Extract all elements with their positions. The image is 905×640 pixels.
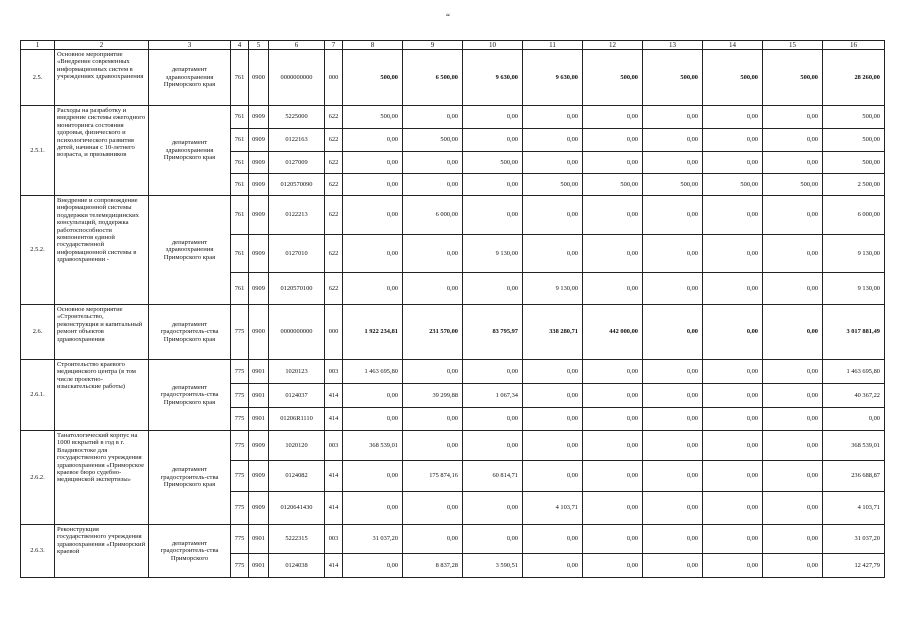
table-row: [21, 196, 885, 235]
amount-cell: 0,00: [403, 174, 463, 196]
amount-cell: 0,00: [763, 554, 823, 578]
amount-cell: 0,00: [763, 360, 823, 384]
amount-cell: 8 837,28: [403, 554, 463, 578]
total-cell: 4 103,71: [823, 492, 885, 525]
budget-code-c5: 0901: [249, 384, 269, 408]
budget-code-c6: 1020123: [269, 360, 325, 384]
amount-cell: 0,00: [583, 273, 643, 305]
total-cell: 6 000,00: [823, 196, 885, 235]
amount-cell: 0,00: [403, 106, 463, 129]
amount-cell: 6 500,00: [403, 50, 463, 106]
responsible-department: департамент градостроитель-ства Приморского края: [149, 305, 231, 360]
amount-cell: 0,00: [463, 492, 523, 525]
budget-code-c4: 761: [231, 235, 249, 273]
budget-code-c6: 5225000: [269, 106, 325, 129]
amount-cell: 500,00: [343, 106, 403, 129]
item-description: [55, 525, 149, 578]
amount-cell: 0,00: [643, 129, 703, 152]
table-row: [21, 525, 885, 554]
budget-code-c5: 0909: [249, 129, 269, 152]
total-cell: 368 539,01: [823, 431, 885, 461]
amount-cell: 0,00: [643, 461, 703, 492]
budget-code-c4: 775: [231, 525, 249, 554]
column-number-header: 10: [463, 41, 523, 50]
total-cell: 28 260,00: [823, 50, 885, 106]
total-cell: 9 130,00: [823, 273, 885, 305]
budget-table: [20, 40, 885, 578]
amount-cell: 0,00: [703, 152, 763, 174]
budget-code-c4: 761: [231, 106, 249, 129]
item-number: 2.5.2.: [21, 196, 55, 305]
amount-cell: 500,00: [523, 174, 583, 196]
budget-code-c7: 000: [325, 50, 343, 106]
budget-code-c6: 0120570100: [269, 273, 325, 305]
column-number-header: 11: [523, 41, 583, 50]
amount-cell: 9 130,00: [523, 273, 583, 305]
table-row: [21, 106, 885, 129]
budget-code-c4: 761: [231, 174, 249, 196]
budget-code-c5: 0909: [249, 461, 269, 492]
budget-code-c7: 622: [325, 235, 343, 273]
table-row: [21, 360, 885, 384]
amount-cell: 0,00: [463, 525, 523, 554]
budget-code-c4: 775: [231, 461, 249, 492]
column-number-header: 13: [643, 41, 703, 50]
budget-code-c4: 761: [231, 50, 249, 106]
budget-code-c5: 0901: [249, 525, 269, 554]
amount-cell: 0,00: [523, 384, 583, 408]
budget-code-c7: 622: [325, 273, 343, 305]
amount-cell: 0,00: [583, 431, 643, 461]
amount-cell: 500,00: [403, 129, 463, 152]
amount-cell: 0,00: [703, 235, 763, 273]
responsible-department: департамент градостроитель-ства Приморского края: [149, 360, 231, 431]
amount-cell: 0,00: [703, 554, 763, 578]
amount-cell: 0,00: [463, 106, 523, 129]
amount-cell: 0,00: [643, 525, 703, 554]
budget-code-c4: 761: [231, 196, 249, 235]
budget-code-c7: 414: [325, 492, 343, 525]
budget-code-c4: 775: [231, 305, 249, 360]
amount-cell: 0,00: [343, 554, 403, 578]
budget-code-c7: 622: [325, 196, 343, 235]
amount-cell: 0,00: [583, 461, 643, 492]
column-number-header: 14: [703, 41, 763, 50]
amount-cell: 500,00: [343, 50, 403, 106]
amount-cell: 0,00: [763, 461, 823, 492]
amount-cell: 0,00: [703, 431, 763, 461]
item-number: 2.5.: [21, 50, 55, 106]
total-cell: 12 427,79: [823, 554, 885, 578]
budget-code-c6: 1020120: [269, 431, 325, 461]
amount-cell: 500,00: [763, 50, 823, 106]
amount-cell: 500,00: [703, 174, 763, 196]
table-row: [21, 50, 885, 106]
amount-cell: 0,00: [403, 431, 463, 461]
budget-code-c6: 0122163: [269, 129, 325, 152]
amount-cell: 31 037,20: [343, 525, 403, 554]
budget-code-c6: 0000000000: [269, 50, 325, 106]
amount-cell: 9 630,00: [523, 50, 583, 106]
amount-cell: 442 000,00: [583, 305, 643, 360]
amount-cell: 0,00: [583, 492, 643, 525]
budget-code-c6: 0122213: [269, 196, 325, 235]
column-number-header: 12: [583, 41, 643, 50]
amount-cell: 0,00: [523, 408, 583, 431]
item-number: 2.6.2.: [21, 431, 55, 525]
amount-cell: 0,00: [343, 492, 403, 525]
amount-cell: 0,00: [583, 196, 643, 235]
amount-cell: 0,00: [523, 461, 583, 492]
budget-code-c5: 0901: [249, 360, 269, 384]
amount-cell: 231 570,00: [403, 305, 463, 360]
total-cell: 31 037,20: [823, 525, 885, 554]
amount-cell: 39 299,88: [403, 384, 463, 408]
column-number-header: 15: [763, 41, 823, 50]
amount-cell: 0,00: [703, 384, 763, 408]
amount-cell: 0,00: [403, 525, 463, 554]
item-number: 2.6.3.: [21, 525, 55, 578]
item-description-text: Строительство краевого медицинского центра (в том числе проектно-изыскательские работы): [57, 361, 136, 391]
item-number: 2.5.1.: [21, 106, 55, 196]
total-cell: 9 130,00: [823, 235, 885, 273]
amount-cell: 0,00: [643, 106, 703, 129]
column-number-header: 2: [55, 41, 149, 50]
amount-cell: 0,00: [403, 235, 463, 273]
budget-code-c6: 01206R1110: [269, 408, 325, 431]
amount-cell: 0,00: [643, 235, 703, 273]
amount-cell: 0,00: [763, 305, 823, 360]
amount-cell: 0,00: [643, 273, 703, 305]
budget-code-c5: 0901: [249, 554, 269, 578]
amount-cell: 4 103,71: [523, 492, 583, 525]
amount-cell: 500,00: [643, 174, 703, 196]
amount-cell: 0,00: [763, 129, 823, 152]
table-row: [21, 305, 885, 360]
amount-cell: 0,00: [643, 152, 703, 174]
column-number-header: 9: [403, 41, 463, 50]
amount-cell: 0,00: [343, 152, 403, 174]
item-description-text: Основное мероприятие «Внедрение современных информационных систем в учреждениях здравоохранения: [57, 51, 144, 81]
budget-code-c7: 622: [325, 106, 343, 129]
responsible-department: департамент градостроитель-ства Приморского края: [149, 431, 231, 525]
amount-cell: 60 814,71: [463, 461, 523, 492]
amount-cell: 0,00: [523, 431, 583, 461]
budget-code-c7: 414: [325, 384, 343, 408]
table-body: [21, 41, 885, 578]
item-description: [55, 305, 149, 360]
amount-cell: 1 067,34: [463, 384, 523, 408]
amount-cell: 0,00: [583, 384, 643, 408]
amount-cell: 0,00: [583, 152, 643, 174]
amount-cell: 0,00: [523, 129, 583, 152]
budget-code-c4: 775: [231, 408, 249, 431]
amount-cell: 0,00: [643, 305, 703, 360]
amount-cell: 500,00: [763, 174, 823, 196]
amount-cell: 0,00: [643, 196, 703, 235]
budget-code-c6: 0127009: [269, 152, 325, 174]
amount-cell: 0,00: [763, 525, 823, 554]
budget-code-c5: 0900: [249, 305, 269, 360]
amount-cell: 0,00: [643, 554, 703, 578]
amount-cell: 0,00: [763, 152, 823, 174]
amount-cell: 0,00: [583, 360, 643, 384]
amount-cell: 0,00: [643, 384, 703, 408]
item-description: [55, 431, 149, 525]
amount-cell: 0,00: [703, 525, 763, 554]
amount-cell: 0,00: [703, 408, 763, 431]
column-number-header: 3: [149, 41, 231, 50]
amount-cell: 0,00: [463, 174, 523, 196]
amount-cell: 0,00: [703, 360, 763, 384]
budget-code-c5: 0909: [249, 492, 269, 525]
budget-code-c5: 0900: [249, 50, 269, 106]
budget-code-c5: 0909: [249, 431, 269, 461]
total-cell: 1 463 695,80: [823, 360, 885, 384]
amount-cell: 0,00: [343, 384, 403, 408]
amount-cell: 500,00: [703, 50, 763, 106]
total-cell: 3 017 881,49: [823, 305, 885, 360]
item-description: [55, 106, 149, 196]
top-mark: “: [446, 12, 450, 22]
amount-cell: 0,00: [763, 196, 823, 235]
amount-cell: 0,00: [643, 492, 703, 525]
responsible-department: департамент здравоохранения Приморского края: [149, 106, 231, 196]
amount-cell: 0,00: [403, 360, 463, 384]
budget-code-c6: 0127010: [269, 235, 325, 273]
budget-code-c6: 5222315: [269, 525, 325, 554]
column-number-header: 5: [249, 41, 269, 50]
amount-cell: 0,00: [583, 408, 643, 431]
budget-code-c4: 775: [231, 554, 249, 578]
item-description-text: Внедрение и сопровождение информационной системы поддержки телемедицинских консультаций, поддержка работоспособности компонентов единой государственной информационной системы в здравоохранении -: [57, 197, 139, 264]
total-cell: 236 688,87: [823, 461, 885, 492]
amount-cell: 9 630,00: [463, 50, 523, 106]
column-number-header: 6: [269, 41, 325, 50]
budget-code-c4: 775: [231, 492, 249, 525]
budget-code-c5: 0909: [249, 235, 269, 273]
amount-cell: 0,00: [763, 384, 823, 408]
amount-cell: 500,00: [583, 50, 643, 106]
amount-cell: 0,00: [523, 554, 583, 578]
amount-cell: 0,00: [403, 152, 463, 174]
amount-cell: 0,00: [343, 129, 403, 152]
amount-cell: 0,00: [703, 196, 763, 235]
amount-cell: 0,00: [703, 461, 763, 492]
budget-code-c6: 0120641430: [269, 492, 325, 525]
amount-cell: 0,00: [463, 129, 523, 152]
column-number-header: 8: [343, 41, 403, 50]
budget-code-c4: 775: [231, 384, 249, 408]
budget-code-c6: 0120570090: [269, 174, 325, 196]
amount-cell: 175 874,16: [403, 461, 463, 492]
budget-code-c5: 0909: [249, 273, 269, 305]
amount-cell: 9 130,00: [463, 235, 523, 273]
budget-code-c7: 622: [325, 152, 343, 174]
item-description: [55, 50, 149, 106]
budget-code-c6: 0000000000: [269, 305, 325, 360]
amount-cell: 500,00: [643, 50, 703, 106]
budget-code-c7: 003: [325, 431, 343, 461]
table-row: [21, 431, 885, 461]
amount-cell: 0,00: [763, 106, 823, 129]
amount-cell: 0,00: [523, 152, 583, 174]
amount-cell: 338 280,71: [523, 305, 583, 360]
budget-code-c4: 761: [231, 273, 249, 305]
amount-cell: 0,00: [583, 129, 643, 152]
amount-cell: 0,00: [523, 235, 583, 273]
amount-cell: 6 000,00: [403, 196, 463, 235]
amount-cell: 368 539,01: [343, 431, 403, 461]
amount-cell: 0,00: [343, 174, 403, 196]
amount-cell: 500,00: [463, 152, 523, 174]
amount-cell: 0,00: [763, 235, 823, 273]
budget-code-c5: 0901: [249, 408, 269, 431]
budget-code-c6: 0124082: [269, 461, 325, 492]
budget-code-c5: 0909: [249, 174, 269, 196]
budget-code-c7: 003: [325, 360, 343, 384]
amount-cell: 0,00: [523, 360, 583, 384]
responsible-department: департамент здравоохранения Приморского края: [149, 50, 231, 106]
budget-code-c4: 761: [231, 152, 249, 174]
budget-code-c7: 622: [325, 174, 343, 196]
amount-cell: 0,00: [463, 196, 523, 235]
total-cell: 0,00: [823, 408, 885, 431]
total-cell: 500,00: [823, 152, 885, 174]
amount-cell: 0,00: [763, 431, 823, 461]
item-number: 2.6.1.: [21, 360, 55, 431]
amount-cell: 0,00: [583, 106, 643, 129]
amount-cell: 0,00: [703, 492, 763, 525]
amount-cell: 0,00: [523, 525, 583, 554]
amount-cell: 0,00: [343, 235, 403, 273]
amount-cell: 0,00: [343, 196, 403, 235]
amount-cell: 0,00: [583, 525, 643, 554]
budget-code-c5: 0909: [249, 152, 269, 174]
amount-cell: 83 795,97: [463, 305, 523, 360]
total-cell: 500,00: [823, 129, 885, 152]
responsible-department: департамент градостроитель-ства Приморского: [149, 525, 231, 578]
amount-cell: 0,00: [643, 408, 703, 431]
amount-cell: 0,00: [703, 129, 763, 152]
budget-code-c6: 0124037: [269, 384, 325, 408]
item-description-text: Танатологический корпус на 1000 вскрытий в год в г. Владивостоке для государственного учреждения здравоохранения «Приморское краевое бюро судебно-медицинской экспертизы»: [57, 432, 145, 484]
amount-cell: 1 463 695,80: [343, 360, 403, 384]
amount-cell: 0,00: [583, 554, 643, 578]
amount-cell: 1 922 234,81: [343, 305, 403, 360]
budget-code-c4: 775: [231, 431, 249, 461]
column-number-header: 1: [21, 41, 55, 50]
budget-code-c4: 761: [231, 129, 249, 152]
item-description-text: Реконструкция государственного учреждения здравоохранения «Приморский краевой: [57, 526, 146, 556]
header-row: [21, 41, 885, 50]
column-number-header: 16: [823, 41, 885, 50]
column-number-header: 4: [231, 41, 249, 50]
amount-cell: 0,00: [343, 408, 403, 431]
amount-cell: 500,00: [583, 174, 643, 196]
amount-cell: 0,00: [403, 492, 463, 525]
amount-cell: 0,00: [523, 196, 583, 235]
amount-cell: 0,00: [463, 408, 523, 431]
amount-cell: 0,00: [463, 273, 523, 305]
budget-code-c5: 0909: [249, 106, 269, 129]
amount-cell: 0,00: [643, 431, 703, 461]
amount-cell: 0,00: [703, 273, 763, 305]
amount-cell: 0,00: [763, 273, 823, 305]
amount-cell: 0,00: [463, 431, 523, 461]
total-cell: 500,00: [823, 106, 885, 129]
amount-cell: 0,00: [343, 273, 403, 305]
amount-cell: 0,00: [403, 273, 463, 305]
item-description-text: Основное мероприятие «Строительство, реконструкция и капитальный ремонт объектов здравоохранения: [57, 306, 143, 343]
budget-code-c7: 414: [325, 461, 343, 492]
budget-code-c7: 000: [325, 305, 343, 360]
budget-code-c4: 775: [231, 360, 249, 384]
budget-code-c6: 0124038: [269, 554, 325, 578]
item-description: [55, 196, 149, 305]
responsible-department: департамент здравоохранения Приморского края: [149, 196, 231, 305]
item-description-text: Расходы на разработку и внедрение системы ежегодного мониторинга состояния здоровья, физического и психологического развития детей, начиная с 10-летнего возраста, и призывников: [57, 107, 146, 159]
amount-cell: 0,00: [703, 106, 763, 129]
amount-cell: 0,00: [763, 492, 823, 525]
budget-code-c7: 414: [325, 554, 343, 578]
budget-code-c5: 0909: [249, 196, 269, 235]
total-cell: 40 367,22: [823, 384, 885, 408]
amount-cell: 0,00: [343, 461, 403, 492]
amount-cell: 0,00: [643, 360, 703, 384]
budget-code-c7: 622: [325, 129, 343, 152]
amount-cell: 3 590,51: [463, 554, 523, 578]
item-description: [55, 360, 149, 431]
column-number-header: 7: [325, 41, 343, 50]
amount-cell: 0,00: [523, 106, 583, 129]
budget-code-c7: 003: [325, 525, 343, 554]
amount-cell: 0,00: [763, 408, 823, 431]
amount-cell: 0,00: [463, 360, 523, 384]
budget-code-c7: 414: [325, 408, 343, 431]
total-cell: 2 500,00: [823, 174, 885, 196]
amount-cell: 0,00: [703, 305, 763, 360]
amount-cell: 0,00: [403, 408, 463, 431]
item-number: 2.6.: [21, 305, 55, 360]
amount-cell: 0,00: [583, 235, 643, 273]
